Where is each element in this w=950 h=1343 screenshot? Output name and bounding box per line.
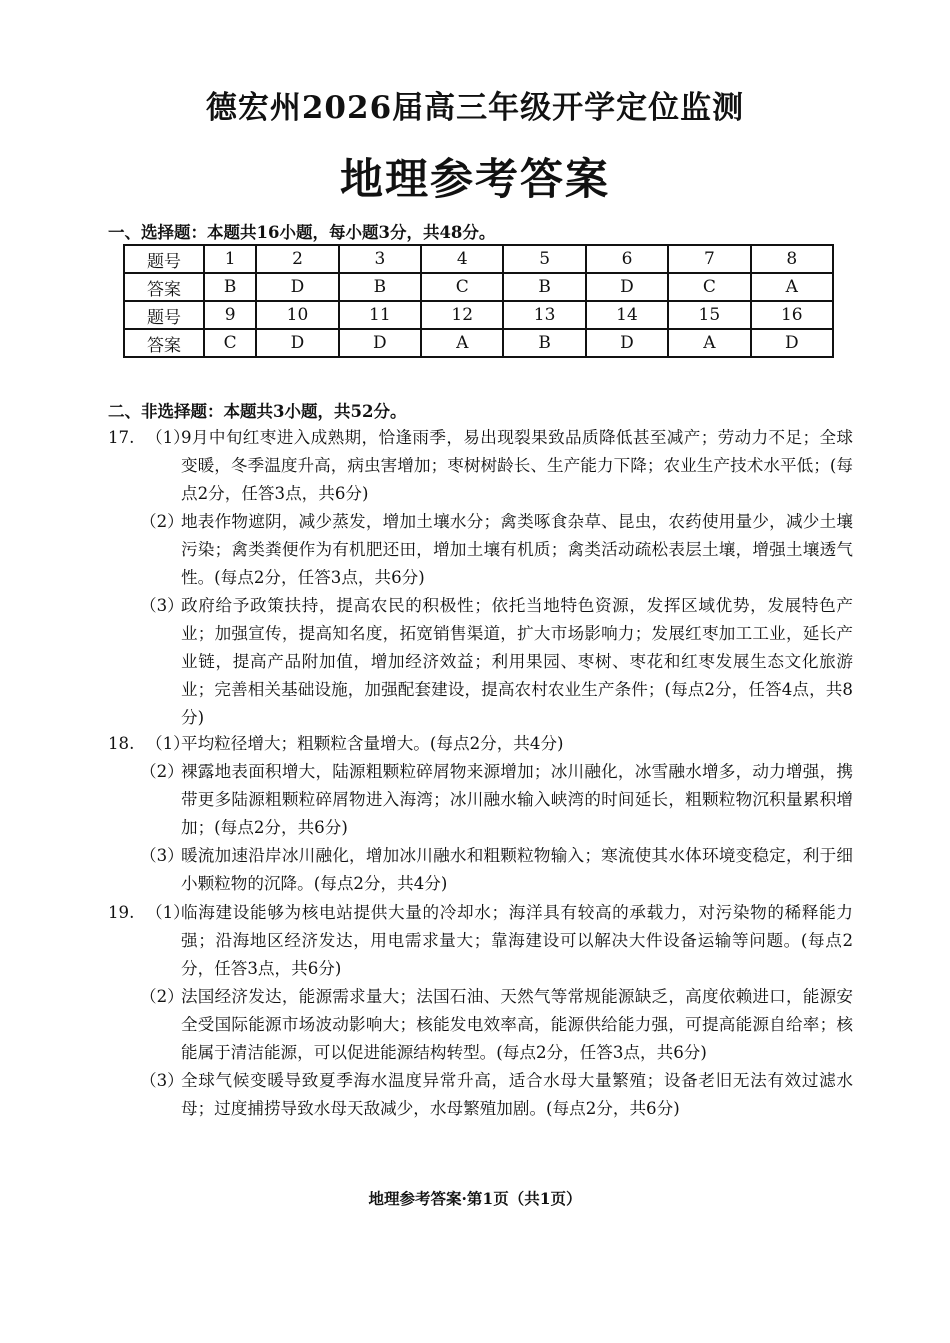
section-one-heading: 一、选择题：本题共16小题，每小题3分，共48分。 <box>108 223 496 242</box>
document-title: 地理参考答案 <box>340 155 610 205</box>
row-label: 答案 <box>124 329 204 357</box>
table-cell: 11 <box>339 301 421 329</box>
question-19 <box>0 899 853 1123</box>
part-label: （1） <box>146 734 190 753</box>
answer-part <box>0 508 853 592</box>
question-number: 19. <box>108 903 135 922</box>
table-row <box>124 329 833 357</box>
part-label: （2） <box>140 762 184 781</box>
table-cell: 12 <box>421 301 503 329</box>
row-label: 答案 <box>124 273 204 301</box>
answer-part <box>0 592 853 732</box>
table-cell: D <box>586 273 668 301</box>
answer-part <box>0 983 853 1067</box>
part-label: （3） <box>140 596 184 615</box>
table-cell: 5 <box>503 245 585 273</box>
answer-text: 全球气候变暖导致夏季海水温度异常升高，适合水母大量繁殖；设备老旧无法有效过滤水母；过度捕捞导致水母天敌减少，水母繁殖加剧。(每点2分，共6分) <box>181 1071 853 1118</box>
table-cell: D <box>751 329 833 357</box>
answer-part <box>0 758 853 842</box>
answer-part <box>0 730 672 758</box>
question-17 <box>0 424 853 732</box>
question-number: 18. <box>108 734 135 753</box>
table-cell: C <box>668 273 750 301</box>
answer-text: 地表作物遮阴，减少蒸发，增加土壤水分；禽类啄食杂草、昆虫，农药使用量少，减少土壤污染；禽类粪便作为有机肥还田，增加土壤有机质；禽类活动疏松表层土壤，增强土壤透气性。(每点2分，任答3点，共6分) <box>181 512 853 587</box>
answer-text: 9月中旬红枣进入成熟期，恰逢雨季，易出现裂果致品质降低甚至减产；劳动力不足；全球变暖，冬季温度升高，病虫害增加；枣树树龄长、生产能力下降；农业生产技术水平低；(每点2分，任答3点，共6分) <box>181 428 853 503</box>
table-cell: A <box>751 273 833 301</box>
table-cell: 16 <box>751 301 833 329</box>
table-cell: D <box>256 273 338 301</box>
answer-text: 法国经济发达，能源需求量大；法国石油、天然气等常规能源缺乏，高度依赖进口，能源安全受国际能源市场波动影响大；核能发电效率高，能源供给能力强，可提高能源自给率；核能属于清洁能源，可以促进能源结构转型。(每点2分，任答3点，共6分) <box>181 987 853 1062</box>
table-cell: 3 <box>339 245 421 273</box>
table-row <box>124 245 833 273</box>
answer-part <box>0 899 853 983</box>
table-cell: D <box>339 329 421 357</box>
table-cell: C <box>421 273 503 301</box>
table-cell: A <box>421 329 503 357</box>
answer-text: 政府给予政策扶持，提高农民的积极性；依托当地特色资源，发挥区域优势，发展特色产业；加强宣传，提高知名度，拓宽销售渠道，扩大市场影响力；发展红枣加工工业，延长产业链，提高产品附加值，增加经济效益；利用果园、枣树、枣花和红枣发展生态文化旅游业；完善相关基础设施，加强配套建设，提高农村农业生产条件；(每点2分，任答4点，共8分) <box>181 596 853 727</box>
row-label: 题号 <box>124 245 204 273</box>
row-label: 题号 <box>124 301 204 329</box>
answer-text: 平均粒径增大；粗颗粒含量增大。(每点2分，共4分) <box>181 734 564 753</box>
page-footer: 地理参考答案·第1页（共1页） <box>368 1189 582 1208</box>
table-cell: A <box>668 329 750 357</box>
part-label: （3） <box>140 1071 184 1090</box>
table-cell: D <box>256 329 338 357</box>
table-cell: B <box>204 273 256 301</box>
answer-part <box>0 1067 853 1123</box>
question-number: 17. <box>108 428 135 447</box>
table-row <box>124 301 833 329</box>
part-label: （1） <box>146 903 190 922</box>
answer-part <box>0 842 853 898</box>
part-label: （1） <box>146 428 190 447</box>
table-cell: 6 <box>586 245 668 273</box>
answer-table <box>123 244 834 358</box>
part-label: （3） <box>140 846 184 865</box>
answer-text: 裸露地表面积增大，陆源粗颗粒碎屑物来源增加；冰川融化，冰雪融水增多，动力增强，携带更多陆源粗颗粒碎屑物进入海湾；冰川融水输入峡湾的时间延长，粗颗粒物沉积量累积增加；(每点2分，共6分) <box>181 762 853 837</box>
table-cell: D <box>586 329 668 357</box>
answer-text: 临海建设能够为核电站提供大量的冷却水；海洋具有较高的承载力，对污染物的稀释能力强；沿海地区经济发达，用电需求量大；靠海建设可以解决大件设备运输等问题。(每点2分，任答3点，共6分) <box>181 903 853 978</box>
table-cell: B <box>339 273 421 301</box>
table-cell: 9 <box>204 301 256 329</box>
table-cell: 8 <box>751 245 833 273</box>
table-cell: 13 <box>503 301 585 329</box>
question-18 <box>0 730 853 898</box>
table-cell: B <box>503 329 585 357</box>
part-label: （2） <box>140 987 184 1006</box>
answer-part <box>0 424 853 508</box>
answer-text: 暖流加速沿岸冰川融化，增加冰川融水和粗颗粒物输入；寒流使其水体环境变稳定，利于细小颗粒物的沉降。(每点2分，共4分) <box>181 846 853 893</box>
table-cell: 2 <box>256 245 338 273</box>
table-cell: 4 <box>421 245 503 273</box>
table-cell: 14 <box>586 301 668 329</box>
table-row <box>124 273 833 301</box>
part-label: （2） <box>140 512 184 531</box>
table-cell: 1 <box>204 245 256 273</box>
table-cell: B <box>503 273 585 301</box>
table-cell: C <box>204 329 256 357</box>
table-cell: 15 <box>668 301 750 329</box>
table-cell: 7 <box>668 245 750 273</box>
section-two-heading: 二、非选择题：本题共3小题，共52分。 <box>108 402 407 421</box>
table-cell: 10 <box>256 301 338 329</box>
exam-title: 德宏州2026届高三年级开学定位监测 <box>205 90 745 126</box>
